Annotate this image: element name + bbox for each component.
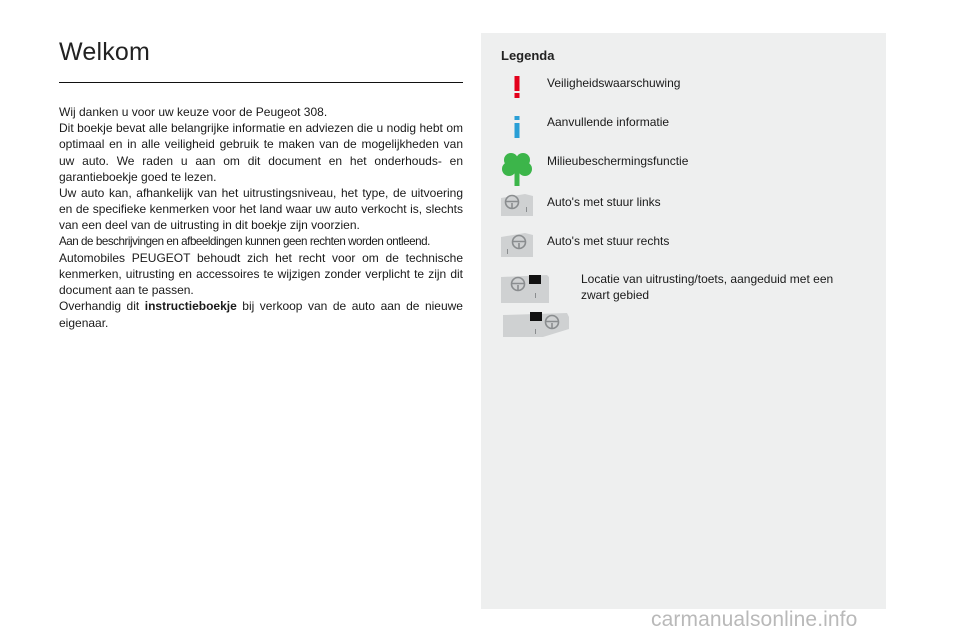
intro-text [59, 104, 463, 331]
tree-icon [502, 152, 532, 186]
legend-label: Auto's met stuur rechts [547, 234, 670, 248]
page-title: Welkom [59, 38, 151, 66]
dashboard-location-icon [501, 273, 549, 303]
handover-text-bold: instructieboekje [144, 299, 237, 314]
legend-label: Locatie van uitrusting/toets, aangeduid met een zwart gebied [581, 272, 834, 302]
legend-label: Milieubeschermingsfunctie [547, 154, 689, 168]
watermark: carmanualsonline.info [651, 608, 858, 631]
paragraph-peugeot: Automobiles PEUGEOT behoudt zich het recht voor om de technische kenmerken, uitrusting en accessoires te wijzigen zonder verplicht te zijn dit document aan te passen. [59, 250, 463, 298]
steering-wheel-right-icon [501, 233, 533, 257]
legend-label: Aanvullende informatie [547, 115, 670, 129]
legend-panel [481, 33, 886, 609]
title-divider [59, 82, 463, 83]
handover-text-before: Overhandig dit [59, 299, 145, 314]
info-icon [511, 116, 523, 138]
exclamation-icon [511, 75, 523, 99]
welcome-section [59, 38, 463, 331]
paragraph-handover [59, 298, 463, 330]
dashboard-location-rhd-icon [503, 311, 569, 337]
paragraph-booklet: Dit boekje bevat alle belangrijke informatie en adviezen die u nodig hebt om optimaal en in alle veiligheid gebruik te maken van de mogelijkheden van uw auto. We raden u aan om dit document en het onderhouds- en garantieboekje goed te lezen. [59, 121, 463, 184]
paragraph-thanks: Wij danken u voor uw keuze voor de Peugeot 308. [59, 105, 328, 119]
legend-title: Legenda [501, 48, 555, 63]
steering-wheel-left-icon [501, 194, 533, 216]
paragraph-equipment: Uw auto kan, afhankelijk van het uitrustingsniveau, het type, de uitvoering en de specifieke kenmerken voor het land waar uw auto verkocht is, slechts van een deel van de uitrusting in dit boekje zijn voorzien. [59, 186, 463, 233]
handover-text-after: bij verkoop van de auto aan de nieuwe eigenaar. [59, 299, 463, 330]
paragraph-rights: Aan de beschrijvingen en afbeeldingen kunnen geen rechten worden ontleend. [59, 234, 430, 248]
legend-label: Veiligheidswaarschuwing [547, 76, 681, 90]
legend-label: Auto's met stuur links [547, 195, 661, 209]
